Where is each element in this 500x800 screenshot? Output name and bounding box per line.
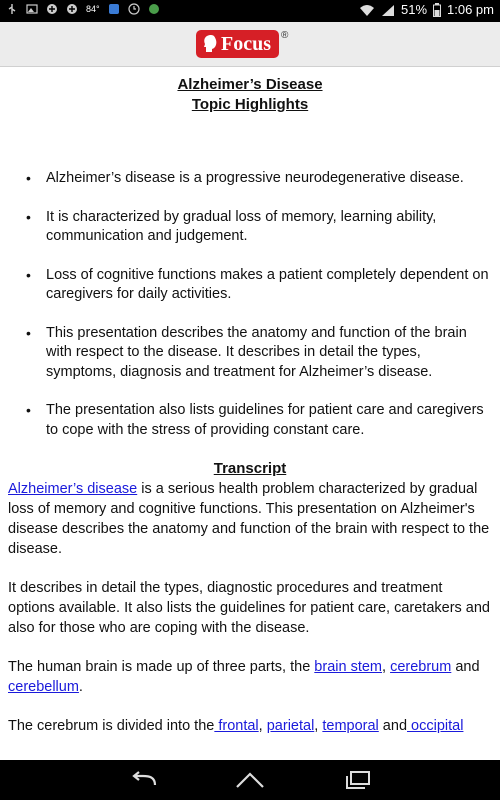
paragraph-text: The cerebrum is divided into the bbox=[8, 718, 215, 734]
transcript-paragraph-4 bbox=[0, 716, 500, 736]
separator: , bbox=[314, 718, 323, 734]
list-item: • It is characterized by gradual loss of memory, learning ability, communication and judgement. bbox=[46, 208, 492, 247]
usb-icon bbox=[6, 3, 18, 15]
back-button[interactable] bbox=[124, 768, 164, 792]
paragraph-text: The human brain is made up of three parts, the bbox=[8, 659, 315, 675]
paragraph-text: and bbox=[378, 718, 408, 734]
clock-icon bbox=[128, 3, 140, 15]
page-subtitle: Topic Highlights bbox=[191, 96, 309, 113]
paragraph-text: and bbox=[451, 659, 480, 675]
home-button[interactable] bbox=[230, 768, 270, 792]
page-title: Alzheimer’s Disease bbox=[177, 76, 323, 93]
recents-icon bbox=[343, 770, 373, 790]
image-icon bbox=[26, 3, 38, 15]
separator: , bbox=[382, 659, 391, 675]
link-frontal[interactable]: frontal bbox=[214, 718, 259, 734]
highlights-list bbox=[0, 169, 500, 440]
list-item: • The presentation also lists guidelines for patient care and caregivers to cope with the stress of providing constant care. bbox=[46, 401, 492, 440]
head-silhouette-icon bbox=[202, 34, 218, 54]
app-icon bbox=[108, 3, 120, 15]
paragraph-text: is a serious health problem characterized by gradual loss of memory and cognitive functions. This presentation on Alzheimer's disease describes the anatomy and function of the brain with respect to the disease. bbox=[8, 481, 490, 557]
registered-mark: ® bbox=[281, 30, 289, 41]
temperature-text: 84° bbox=[86, 4, 100, 14]
signal-icon bbox=[381, 4, 395, 16]
link-cerebrum[interactable]: cerebrum bbox=[390, 659, 452, 675]
clock-time: 1:06 pm bbox=[447, 2, 494, 17]
home-icon bbox=[233, 771, 267, 789]
list-item: • This presentation describes the anatomy and function of the brain with respect to the disease. It describes in detail the types, symptoms, diagnosis and treatment for Alzheimer’s disease. bbox=[46, 324, 492, 383]
back-icon bbox=[129, 771, 159, 789]
link-alzheimers-disease[interactable]: Alzheimer’s disease bbox=[8, 481, 138, 497]
link-cerebellum[interactable]: cerebellum bbox=[8, 679, 79, 695]
wifi-icon bbox=[359, 4, 375, 16]
paragraph-end: . bbox=[78, 679, 83, 695]
article-content[interactable] bbox=[0, 68, 500, 760]
navigation-bar bbox=[0, 760, 500, 800]
app-icon-2 bbox=[148, 3, 160, 15]
list-item: • Loss of cognitive functions makes a patient completely dependent on caregivers for daily activities. bbox=[46, 266, 492, 305]
battery-icon bbox=[433, 3, 441, 17]
transcript-paragraph-3 bbox=[0, 657, 500, 697]
status-bar bbox=[0, 0, 500, 22]
link-temporal[interactable]: temporal bbox=[322, 718, 379, 734]
link-occipital[interactable]: occipital bbox=[407, 718, 464, 734]
transcript-paragraph-1 bbox=[0, 479, 500, 559]
separator: , bbox=[258, 718, 267, 734]
notification-icons bbox=[6, 3, 160, 15]
transcript-heading: Transcript bbox=[213, 460, 287, 477]
game-icon-2 bbox=[66, 3, 78, 15]
focus-logo[interactable] bbox=[196, 30, 288, 58]
app-header bbox=[0, 22, 500, 67]
transcript-paragraph-2: It describes in detail the types, diagnostic procedures and treatment options available. It also lists the guidelines for patient care, caretakers and also for those who are coping with the disease. bbox=[8, 580, 490, 636]
game-icon bbox=[46, 3, 58, 15]
recents-button[interactable] bbox=[338, 768, 378, 792]
logo-text: Focus bbox=[221, 32, 271, 55]
list-item: • Alzheimer’s disease is a progressive neurodegenerative disease. bbox=[46, 169, 492, 189]
link-parietal[interactable]: parietal bbox=[266, 718, 315, 734]
battery-percent: 51% bbox=[400, 2, 428, 17]
logo-badge bbox=[196, 30, 279, 58]
system-status bbox=[359, 2, 494, 17]
link-brain-stem[interactable]: brain stem bbox=[314, 659, 382, 675]
